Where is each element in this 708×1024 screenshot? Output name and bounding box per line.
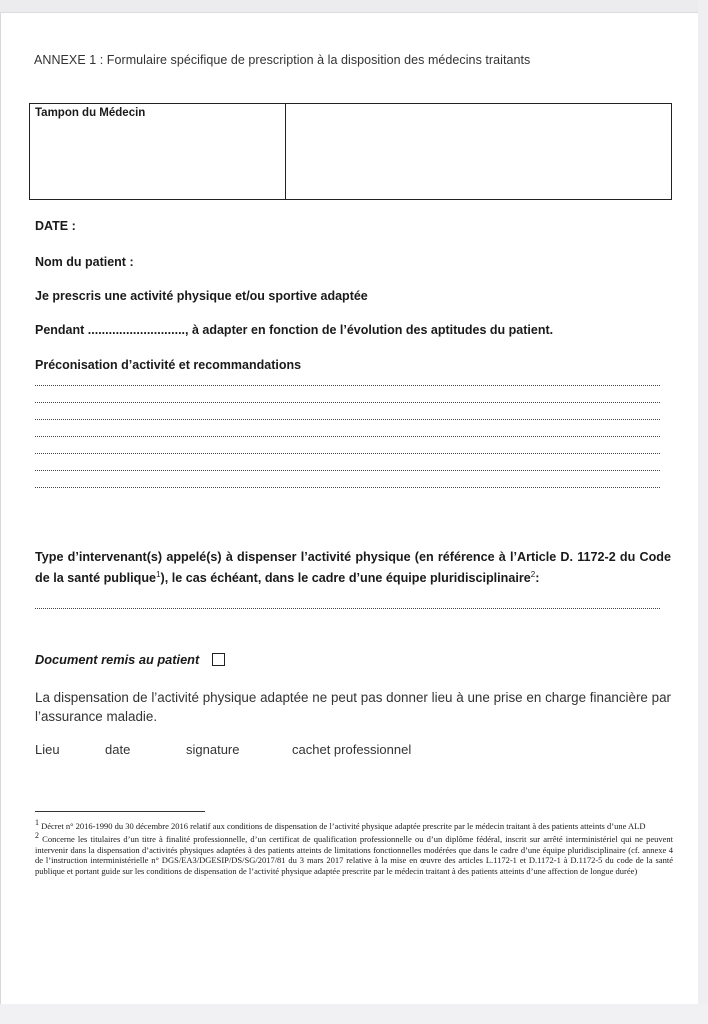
viewer-bottom-edge: [0, 1004, 708, 1024]
footnote-2-text: Concerne les titulaires d’un titre à finalité professionnelle, d’un certificat de qualification professionnelle ou d’un diplôme fédéral, inscrit sur arrêté interministériel qui ne peuvent intervenir dans la dispensation d’activités physiques adaptées à des patients atteints de limitations fonctionnelles modérées que dans le cadre d’une équipe pluridisciplinaire (cf. annexe 4 de l’instruction interministérielle n° DGS/EA3/DGESIP/DS/SG/2017/81 du 3 mars 2017 relative à la mise en œuvre des articles L.1172-1 et D.1172-1 à D.1172-5 du code de la santé publique et portant guide sur les conditions de dispensation de l’activité physique adaptée prescrite par le médecin traitant à des patients atteints d’une affection de longue durée): [35, 834, 673, 877]
date-sign-label: date: [105, 742, 131, 757]
recommendation-dotted-line: [35, 401, 660, 403]
footnote-ref-1[interactable]: 1: [156, 570, 161, 579]
recommendation-dotted-line: [35, 418, 660, 420]
intervenant-text-part: Type d’intervenant(s) appelé(s) à dispenser l’activité physique (en référence à l’Article D. 1172-2 du Code de la santé publique: [35, 550, 671, 586]
document-remis-checkbox[interactable]: [212, 653, 225, 666]
lieu-label: Lieu: [35, 742, 60, 757]
annexe-title: ANNEXE 1 : Formulaire spécifique de prescription à la disposition des médecins traitants: [34, 53, 531, 67]
footnote-separator: [35, 811, 205, 812]
recommendation-dotted-line: [35, 384, 660, 386]
footnote-mark-2: 2: [35, 831, 39, 841]
footnote-1-text: Décret n° 2016-1990 du 30 décembre 2016 relatif aux conditions de dispensation de l’activité physique adaptée prescrite par le médecin traitant à des patients atteints d’une ALD: [41, 820, 646, 831]
duration-line: Pendant ............................, à adapter en fonction de l’évolution des aptitudes du patient.: [35, 323, 554, 337]
recommendation-dotted-line: [35, 452, 660, 454]
recommendation-dotted-line: [35, 469, 660, 471]
footnote-mark-1: 1: [35, 818, 39, 827]
viewer-right-edge: [698, 0, 708, 1024]
preconisation-label: Préconisation d’activité et recommandations: [35, 358, 302, 372]
footnote-2: [35, 831, 673, 876]
dispensation-notice: La dispensation de l’activité physique adaptée ne peut pas donner lieu à une prise en charge financière par l’assurance maladie.: [35, 690, 671, 724]
intervenant-dotted-line: [35, 607, 660, 609]
recommendation-dotted-line: [35, 486, 660, 488]
intervenant-type-paragraph: [35, 548, 671, 587]
cachet-label: cachet professionnel: [292, 742, 412, 757]
intervenant-text-part: :: [535, 571, 540, 586]
viewer-top-edge: [0, 0, 708, 13]
document-remis-label: Document remis au patient: [35, 652, 200, 667]
footnote-ref-2[interactable]: 2: [530, 570, 536, 579]
doctor-stamp-table: [29, 103, 672, 200]
footnotes: [35, 818, 673, 877]
prescription-line: Je prescris une activité physique et/ou sportive adaptée: [35, 289, 368, 303]
signature-label: signature: [186, 742, 240, 757]
footnote-1: [35, 818, 673, 831]
intervenant-text-part: ), le cas échéant, dans le cadre d’une équipe pluridisciplinaire: [160, 571, 531, 586]
recommendation-dotted-line: [35, 435, 660, 437]
document-remis-row: [35, 652, 225, 667]
patient-name-label: Nom du patient :: [35, 255, 134, 269]
date-label: DATE :: [35, 219, 76, 233]
stamp-label: Tampon du Médecin: [35, 107, 146, 119]
stamp-table-divider: [285, 104, 286, 199]
